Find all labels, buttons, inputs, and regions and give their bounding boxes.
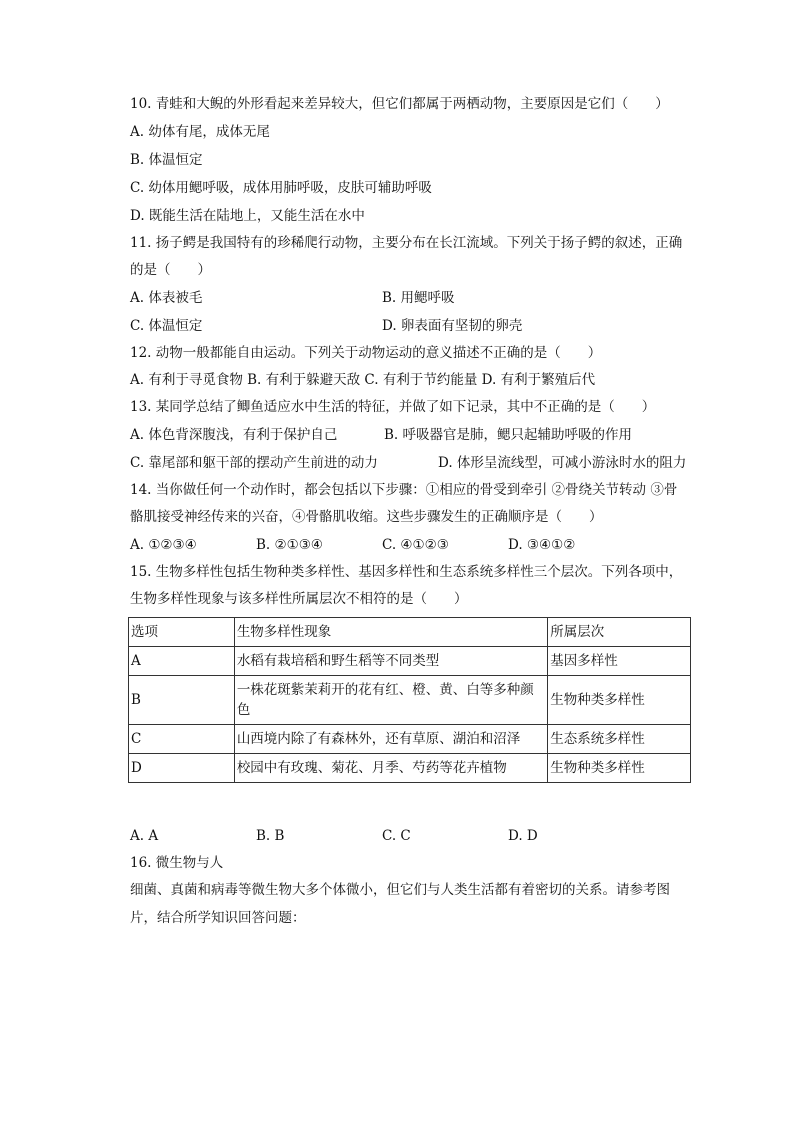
q15-stem-line2: 生物多样性现象与该多样性所属层次不相符的是（ ） — [130, 591, 468, 607]
table-row — [129, 754, 691, 783]
q14-stem-line2: 骼肌接受神经传来的兴奋，④骨骼肌收缩。这些步骤发生的正确顺序是（ ） — [130, 509, 603, 525]
table-header-row — [129, 618, 691, 647]
q15-stem-line1: 15. 生物多样性包括生物种类多样性、基因多样性和生态系统多样性三个层次。下列各项中， — [130, 564, 683, 580]
q13-option-d[interactable]: D. 体形呈流线型，可减小游泳时水的阻力 — [438, 455, 687, 471]
table-cell: D — [129, 754, 235, 783]
table-cell: C — [129, 725, 235, 754]
q11-option-a[interactable]: A. 体表被毛 — [130, 290, 203, 306]
q16-title: 16. 微生物与人 — [130, 855, 224, 871]
q10-option-c[interactable]: C. 幼体用鳃呼吸，成体用肺呼吸，皮肤可辅助呼吸 — [130, 180, 432, 196]
q10-stem: 10. 青蛙和大鲵的外形看起来差异较大，但它们都属于两栖动物，主要原因是它们（ ） — [130, 96, 669, 112]
q11-option-d[interactable]: D. 卵表面有坚韧的卵壳 — [382, 318, 523, 334]
q11-option-b[interactable]: B. 用鳃呼吸 — [382, 290, 455, 306]
q14-option-b[interactable]: B. ②①③④ — [256, 537, 323, 553]
q15-option-b[interactable]: B. B — [256, 828, 285, 844]
table-cell: A — [129, 647, 235, 676]
q10-option-b[interactable]: B. 体温恒定 — [130, 152, 203, 168]
q11-option-c[interactable]: C. 体温恒定 — [130, 318, 203, 334]
q14-option-c[interactable]: C. ④①②③ — [382, 537, 449, 553]
q10-option-d[interactable]: D. 既能生活在陆地上，又能生活在水中 — [130, 208, 365, 224]
q15-option-a[interactable]: A. A — [130, 828, 159, 844]
q11-stem-line1: 11. 扬子鳄是我国特有的珍稀爬行动物，主要分布在长江流域。下列关于扬子鳄的叙述，正确 — [130, 235, 683, 251]
table-header-cell: 选项 — [129, 618, 235, 647]
q12-stem: 12. 动物一般都能自由运动。下列关于动物运动的意义描述不正确的是（ ） — [130, 345, 602, 361]
biodiversity-table — [128, 617, 691, 783]
table-cell: 生物种类多样性 — [548, 754, 691, 783]
q16-text-line2: 片，结合所学知识回答问题： — [130, 910, 306, 926]
table-row — [129, 647, 691, 676]
table-cell: 基因多样性 — [548, 647, 691, 676]
q12-options[interactable]: A. 有利于寻觅食物 B. 有利于躲避天敌 C. 有利于节约能量 D. 有利于繁殖后代 — [130, 372, 596, 388]
table-header-cell: 生物多样性现象 — [234, 618, 547, 647]
q15-option-d[interactable]: D. D — [508, 828, 538, 844]
table-row — [129, 725, 691, 754]
table-cell: 生物种类多样性 — [548, 676, 691, 725]
q13-option-c[interactable]: C. 靠尾部和躯干部的摆动产生前进的动力 — [130, 455, 378, 471]
table-cell: 校园中有玫瑰、菊花、月季、芍药等花卉植物 — [234, 754, 547, 783]
table-cell: 山西境内除了有森林外，还有草原、湖泊和沼泽 — [234, 725, 547, 754]
q14-stem-line1: 14. 当你做任何一个动作时，都会包括以下步骤：①相应的骨受到牵引 ②骨绕关节转动 ③骨 — [130, 482, 678, 498]
q11-stem-line2: 的是（ ） — [130, 262, 211, 278]
table-cell: B — [129, 676, 235, 725]
q15-option-c[interactable]: C. C — [382, 828, 411, 844]
q10-option-a[interactable]: A. 幼体有尾，成体无尾 — [130, 124, 270, 140]
q14-option-a[interactable]: A. ①②③④ — [130, 537, 197, 553]
table-header-cell: 所属层次 — [548, 618, 691, 647]
q13-option-b[interactable]: B. 呼吸器官是肺，鳃只起辅助呼吸的作用 — [384, 427, 633, 443]
table-cell: 水稻有栽培稻和野生稻等不同类型 — [234, 647, 547, 676]
q13-stem: 13. 某同学总结了鲫鱼适应水中生活的特征，并做了如下记录，其中不正确的是（ ） — [130, 399, 656, 415]
q14-option-d[interactable]: D. ③④①② — [508, 537, 576, 553]
table-cell: 生态系统多样性 — [548, 725, 691, 754]
q13-option-a[interactable]: A. 体色背深腹浅，有利于保护自己 — [130, 427, 338, 443]
table-row — [129, 676, 691, 725]
q16-text-line1: 细菌、真菌和病毒等微生物大多个体微小，但它们与人类生活都有着密切的关系。请参考图 — [130, 882, 670, 898]
table-cell: 一株花斑紫茉莉开的花有红、橙、黄、白等多种颜色 — [234, 676, 547, 725]
